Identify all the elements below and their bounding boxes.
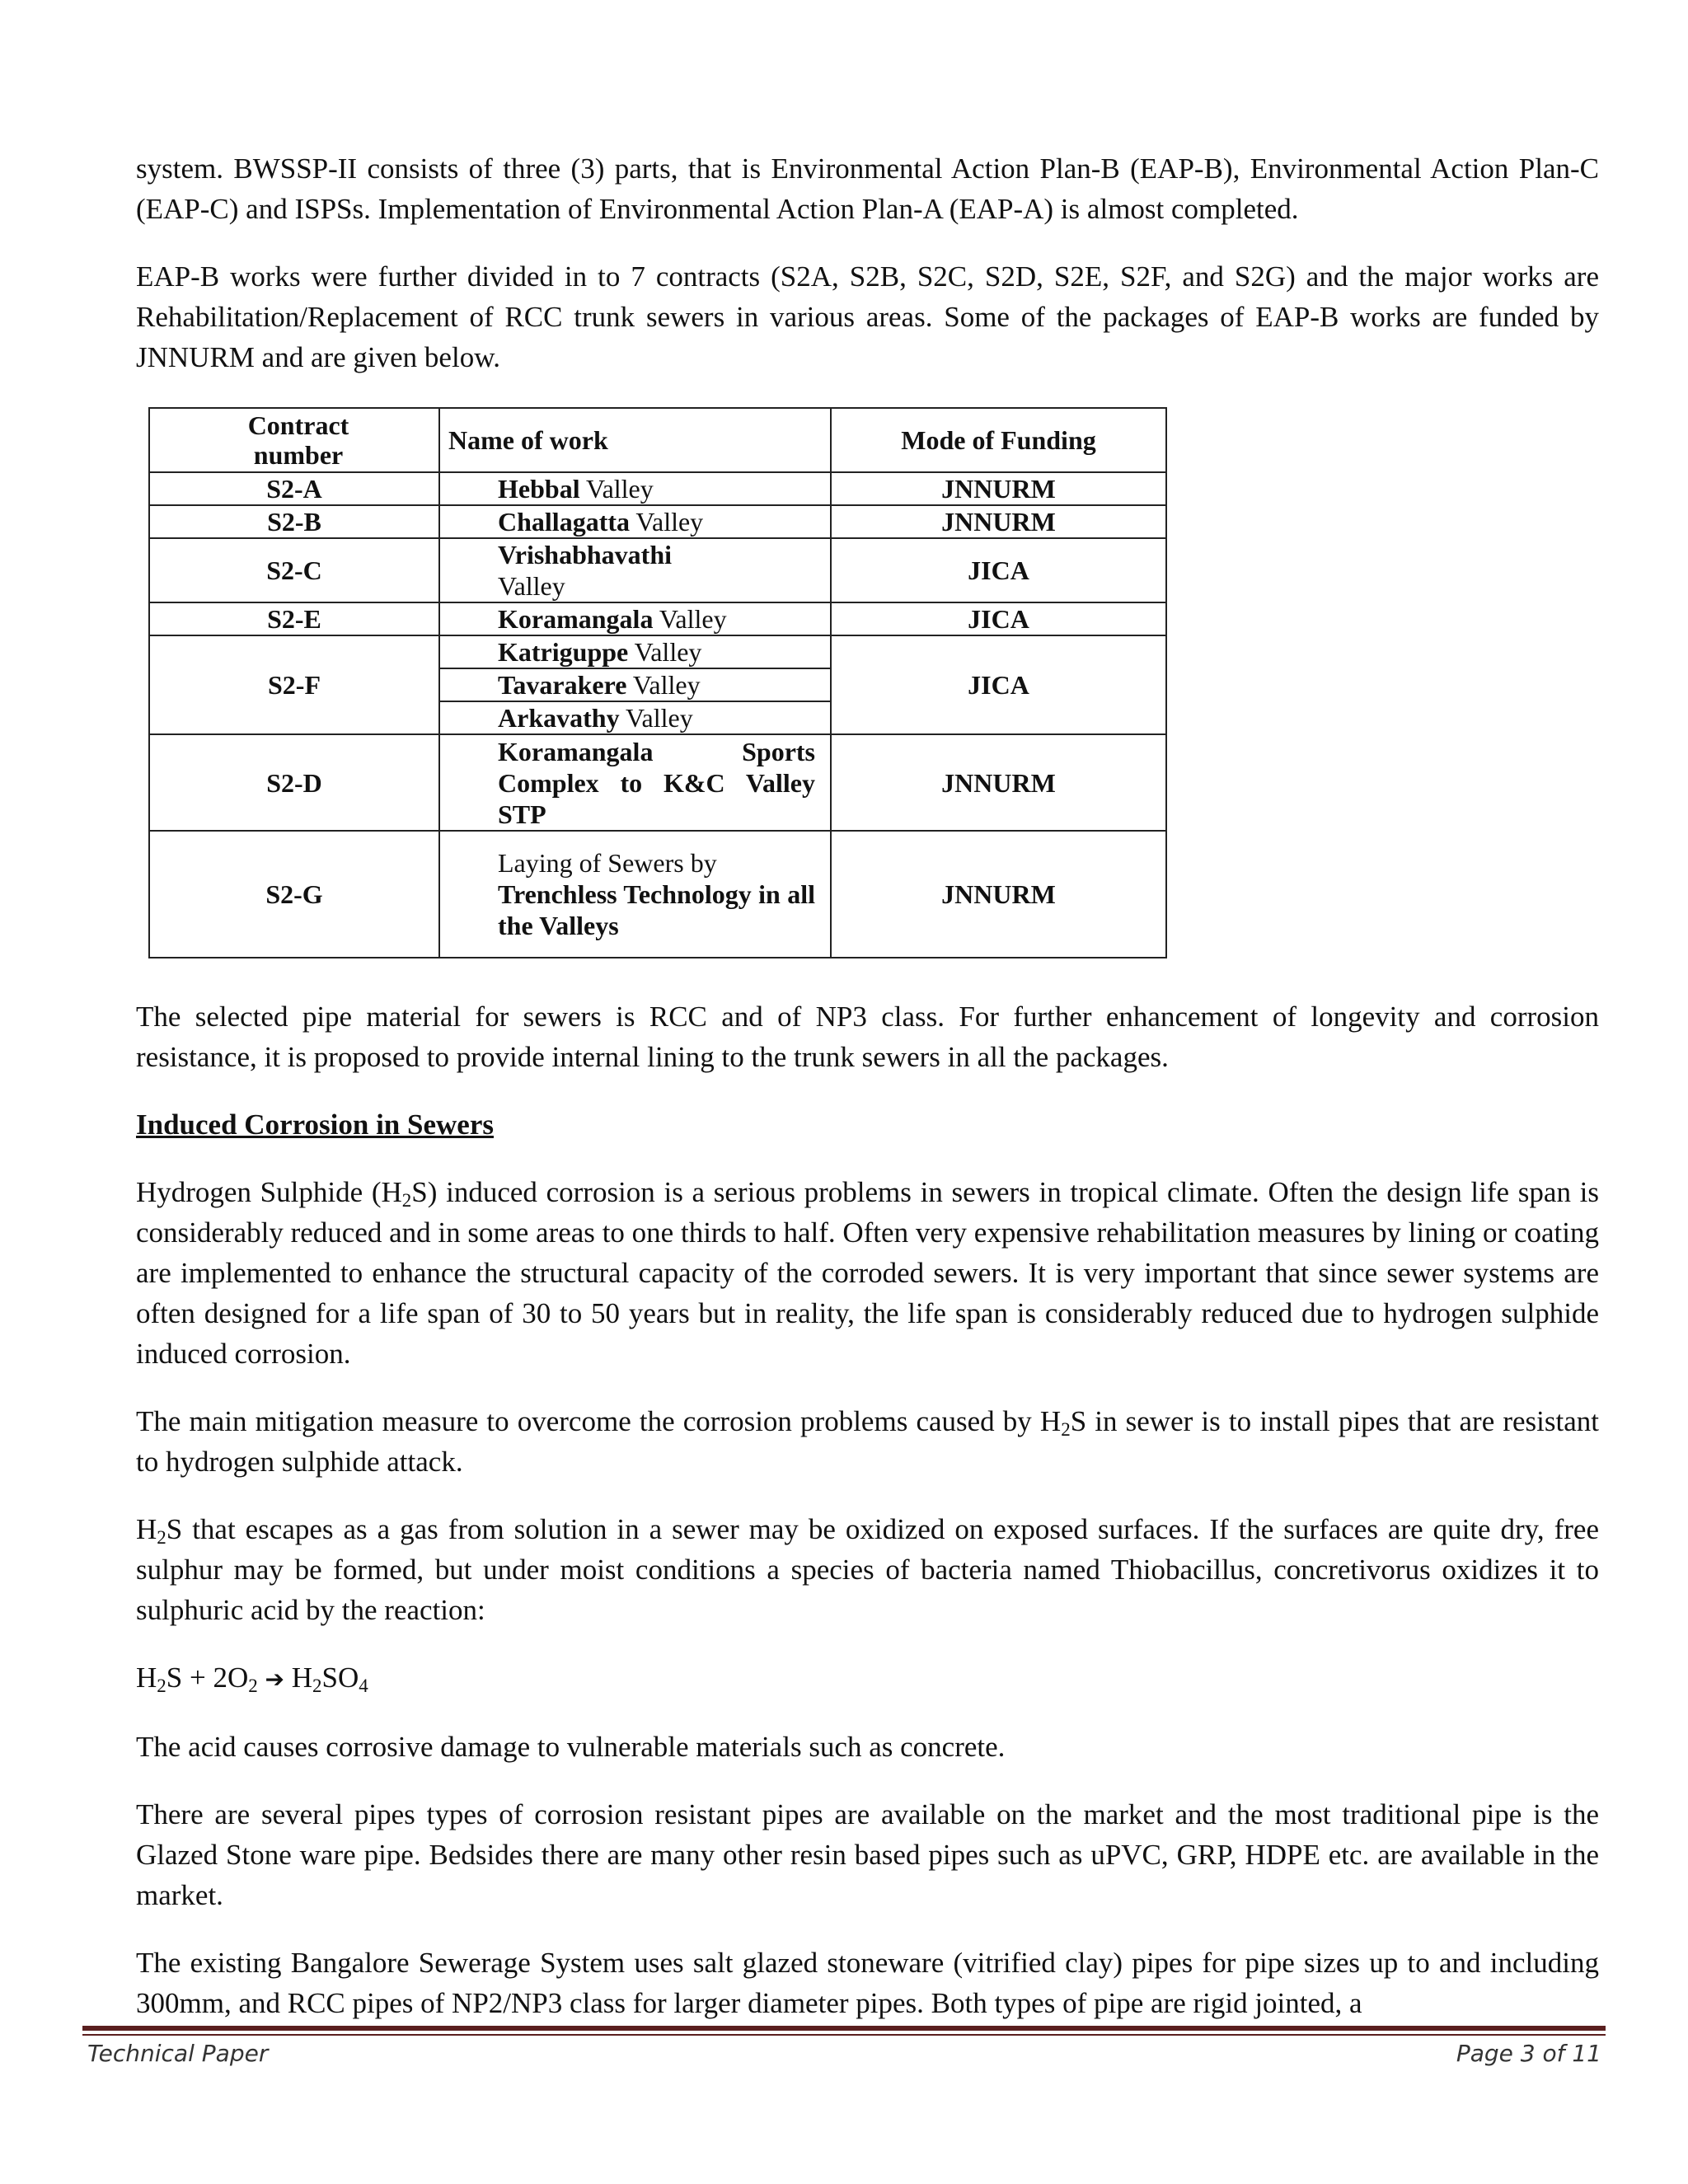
text-run: S that escapes as a gas from solution in a sewer may be oxidized on exposed surfaces. If the surfaces are quite dry, free sulphur may be formed, but under moist conditions a species of bacteria named Thiobacillus, concretivorus oxidizes it to sulphuric acid by the reaction: bbox=[136, 1513, 1599, 1626]
work-cell bbox=[439, 831, 831, 958]
subscript: 2 bbox=[312, 1675, 322, 1696]
work-cell bbox=[439, 668, 831, 701]
contracts-table bbox=[148, 407, 1167, 958]
paragraph-oxidation bbox=[136, 1509, 1599, 1630]
paragraph-acid-damage: The acid causes corrosive damage to vulnerable materials such as concrete. bbox=[136, 1731, 1006, 1763]
paragraph-mitigation bbox=[136, 1401, 1599, 1482]
text-run: H bbox=[136, 1513, 157, 1545]
header-mode-of-funding: Mode of Funding bbox=[831, 408, 1166, 472]
contract-cell: S2-D bbox=[149, 734, 439, 831]
contract-cell: S2-B bbox=[149, 505, 439, 538]
work-rest: Valley bbox=[630, 507, 704, 537]
footer-rule bbox=[82, 2026, 1606, 2031]
text-run: SO bbox=[321, 1661, 359, 1694]
work-cell bbox=[439, 505, 831, 538]
paragraph-bwssp-parts: system. BWSSP-II consists of three (3) parts, that is Environmental Action Plan-B (EAP-B), Environmental Action Plan-C (EAP-C) and ISPSs. Implementation of Environmental Action Plan-A (EAP-A) is almost completed. bbox=[136, 152, 1599, 225]
arrow-icon: ➔ bbox=[265, 1666, 284, 1693]
text-run: S in sewer is to install pipes that are resistant to hydrogen sulphide attack. bbox=[136, 1405, 1600, 1478]
funding-cell: JICA bbox=[831, 538, 1166, 602]
table-row bbox=[149, 734, 1166, 831]
header-contract-number: Contract number bbox=[149, 408, 439, 472]
table-row bbox=[149, 602, 1166, 635]
work-bold: Vrishabhavathi bbox=[498, 540, 673, 569]
funding-cell: JNNURM bbox=[831, 734, 1166, 831]
work-cell bbox=[439, 701, 831, 734]
work-cell bbox=[439, 734, 831, 831]
table-row bbox=[149, 831, 1166, 958]
contract-cell: S2-A bbox=[149, 472, 439, 505]
work-bold: Koramangala Sports Complex to K&C Valley STP bbox=[498, 736, 815, 829]
funding-cell: JNNURM bbox=[831, 831, 1166, 958]
work-cell bbox=[439, 602, 831, 635]
subscript: 2 bbox=[157, 1527, 166, 1548]
table-row bbox=[149, 472, 1166, 505]
work-bold: Tavarakere bbox=[498, 670, 627, 700]
work-rest: Valley bbox=[579, 474, 654, 504]
paragraph-eap-b-contracts: EAP-B works were further divided in to 7 contracts (S2A, S2B, S2C, S2D, S2E, S2F, and S2G) and the major works are Rehabilitation/Replacement of RCC trunk sewers in various areas. Some of the packages of EAP-B works are funded by JNNURM and are given below. bbox=[136, 260, 1599, 373]
subscript: 2 bbox=[157, 1675, 166, 1696]
work-cell bbox=[439, 635, 831, 668]
funding-cell: JNNURM bbox=[831, 472, 1166, 505]
page-body bbox=[136, 148, 1599, 2023]
work-bold: Hebbal bbox=[498, 474, 580, 504]
work-rest: Valley bbox=[653, 604, 727, 634]
work-bold: Trenchless Technology in all the Valleys bbox=[498, 879, 815, 940]
paragraph-pipe-material: The selected pipe material for sewers is RCC and of NP3 class. For further enhancement of longevity and corrosion resistance, it is proposed to provide internal lining to the trunk sewers in all the packages. bbox=[136, 1001, 1599, 1073]
contract-cell: S2-F bbox=[149, 635, 439, 734]
text-run: H bbox=[136, 1661, 157, 1694]
table-row bbox=[149, 635, 1166, 668]
text-run: S) induced corrosion is a serious problems in sewers in tropical climate. Often the design life span is considerably reduced and in some areas to one thirds to half. Often very expensive rehabilitation measures by lining or coating are implemented to enhance the structural capacity of the corroded sewers. It is very important that since sewer systems are often designed for a life span of 30 to 50 years but in reality, the life span is considerably reduced due to hydrogen sulphide induced corrosion. bbox=[136, 1176, 1599, 1370]
funding-cell: JICA bbox=[831, 602, 1166, 635]
work-bold: Koramangala bbox=[498, 604, 654, 634]
footer-title: Technical Paper bbox=[87, 2040, 269, 2067]
work-cell bbox=[439, 472, 831, 505]
work-rest: Valley bbox=[628, 637, 702, 667]
page-number: Page 3 of 11 bbox=[1456, 2040, 1601, 2067]
work-rest: Valley bbox=[498, 571, 565, 601]
paragraph-pipe-types: There are several pipes types of corrosion resistant pipes are available on the market and the most traditional pipe is the Glazed Stone ware pipe. Bedsides there are many other resin based pipes such as uPVC, GRP, HDPE etc. are available in the market. bbox=[136, 1798, 1599, 1911]
subscript: 2 bbox=[1061, 1419, 1071, 1440]
text-run: The main mitigation measure to overcome the corrosion problems caused by H bbox=[136, 1405, 1062, 1437]
work-bold: Arkavathy bbox=[498, 703, 620, 733]
subscript: 4 bbox=[359, 1675, 368, 1696]
text-run: Hydrogen Sulphide (H bbox=[136, 1176, 402, 1208]
funding-cell: JICA bbox=[831, 635, 1166, 734]
table-header-row bbox=[149, 408, 1166, 472]
paragraph-existing-system: The existing Bangalore Sewerage System uses salt glazed stoneware (vitrified clay) pipes for pipe sizes up to and including 300mm, and RCC pipes of NP2/NP3 class for larger diameter pipes. Both types of pipe are rigid jointed, a bbox=[136, 1947, 1599, 2019]
section-heading: Induced Corrosion in Sewers bbox=[136, 1108, 494, 1141]
work-rest: Valley bbox=[626, 670, 701, 700]
reaction-equation bbox=[136, 1657, 1599, 1699]
contract-cell: S2-E bbox=[149, 602, 439, 635]
work-rest: Valley bbox=[619, 703, 693, 733]
paragraph-h2s-corrosion bbox=[136, 1172, 1599, 1374]
text-run: H bbox=[291, 1661, 313, 1694]
contract-cell: S2-C bbox=[149, 538, 439, 602]
table-row bbox=[149, 505, 1166, 538]
footer-rule-thin bbox=[82, 2034, 1606, 2036]
work-bold: Challagatta bbox=[498, 507, 630, 537]
work-cell bbox=[439, 538, 831, 602]
table-row bbox=[149, 538, 1166, 602]
header-name-of-work: Name of work bbox=[439, 408, 831, 472]
subscript: 2 bbox=[248, 1675, 258, 1696]
text-run: S + 2O bbox=[166, 1661, 249, 1694]
work-rest: Laying of Sewers by bbox=[498, 848, 717, 878]
contract-cell: S2-G bbox=[149, 831, 439, 958]
subscript: 2 bbox=[401, 1190, 412, 1211]
work-bold: Katriguppe bbox=[498, 637, 629, 667]
funding-cell: JNNURM bbox=[831, 505, 1166, 538]
